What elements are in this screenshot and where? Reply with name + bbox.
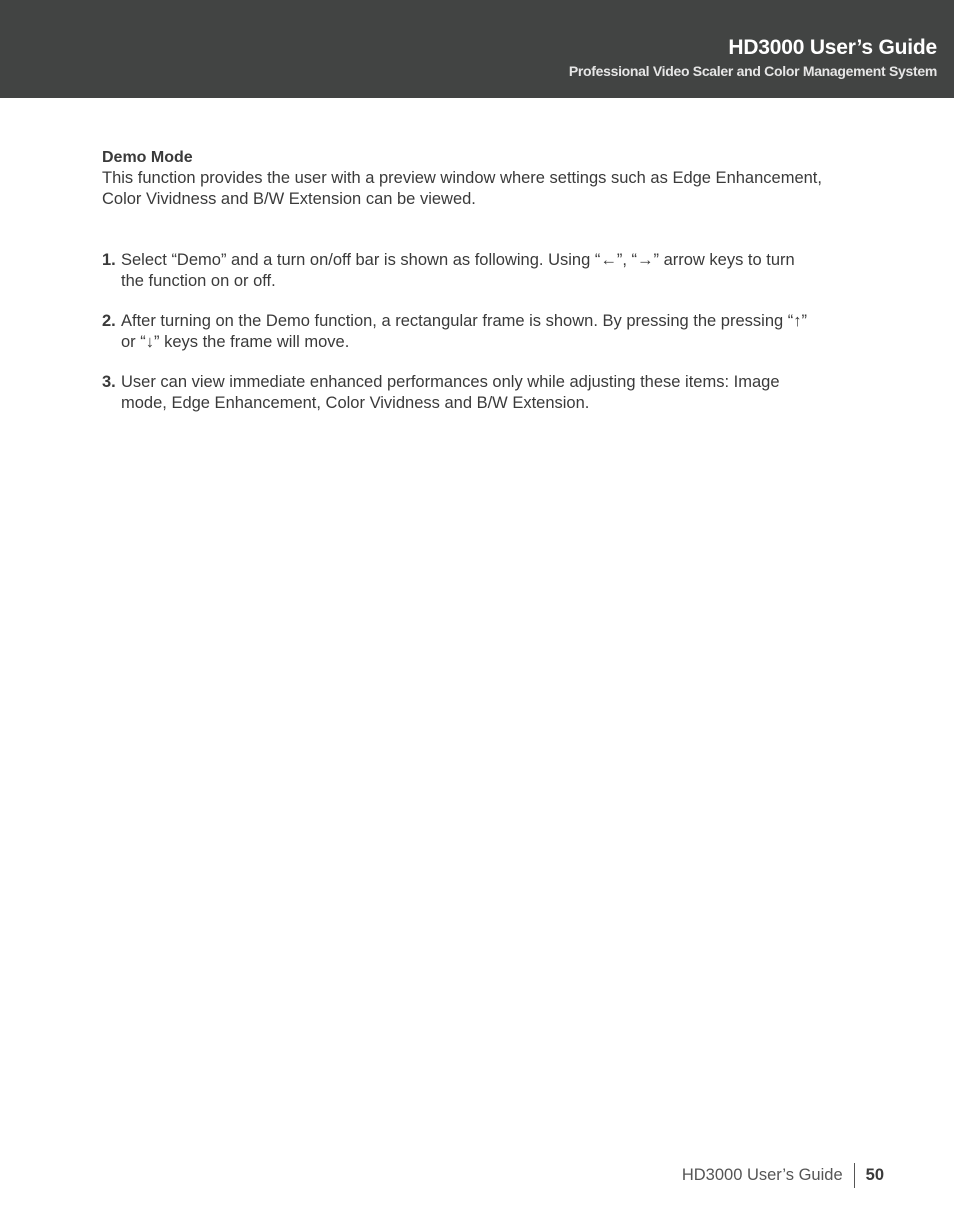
document-subtitle: Professional Video Scaler and Color Management System bbox=[568, 63, 937, 79]
list-item bbox=[102, 250, 822, 292]
page-footer bbox=[682, 1163, 884, 1188]
list-item bbox=[102, 372, 822, 414]
step-number: 2. bbox=[102, 312, 116, 330]
step-number: 1. bbox=[102, 251, 116, 269]
footer-guide-name: HD3000 User’s Guide bbox=[681, 1166, 843, 1184]
steps-list bbox=[102, 250, 822, 414]
step-text: After turning on the Demo function, a rectangular frame is shown. By pressing the pressing “↑” or “↓” keys the frame will move. bbox=[121, 312, 807, 351]
footer-divider bbox=[854, 1163, 855, 1188]
step-text: User can view immediate enhanced performances only while adjusting these items: Image mode, Edge Enhancement, Color Vividness and B/W Extension. bbox=[121, 373, 780, 412]
step-number: 3. bbox=[102, 373, 116, 391]
section-title: Demo Mode bbox=[102, 149, 193, 166]
document-title: HD3000 User’s Guide bbox=[728, 36, 937, 59]
main-content bbox=[102, 147, 822, 433]
section-intro: This function provides the user with a preview window where settings such as Edge Enhancement, Color Vividness and B/W Extension can be viewed. bbox=[102, 169, 822, 208]
page-header bbox=[0, 0, 954, 98]
list-item bbox=[102, 311, 822, 353]
step-text: Select “Demo” and a turn on/off bar is shown as following. Using “←”, “→” arrow keys to turn the function on or off. bbox=[121, 251, 795, 290]
page-number: 50 bbox=[865, 1166, 884, 1184]
